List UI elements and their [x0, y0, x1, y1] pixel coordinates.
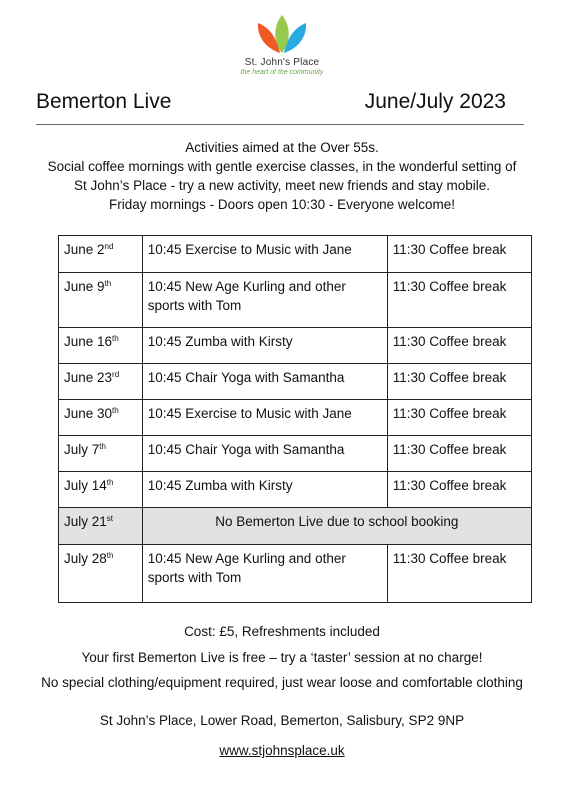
table-row — [59, 273, 532, 328]
table-row — [59, 545, 532, 603]
logo-tagline: the heart of the community — [240, 69, 324, 76]
activity-cell: 10:45 New Age Kurling and other sports with Tom — [142, 545, 387, 603]
table-row — [59, 236, 532, 273]
website-link[interactable]: www.stjohnsplace.uk — [219, 743, 345, 758]
logo-name: St. John's Place — [244, 57, 320, 68]
logo — [0, 14, 564, 76]
address-text: St John’s Place, Lower Road, Bemerton, Salisbury, SP2 9NP — [99, 713, 465, 728]
table-row — [59, 364, 532, 400]
date-cell: June 30th — [59, 400, 143, 436]
activity-cell: 10:45 Chair Yoga with Samantha — [142, 436, 387, 472]
table-row — [59, 508, 532, 545]
intro-line: Activities aimed at the Over 55s. — [185, 140, 379, 155]
free-offer-text: Your first Bemerton Live is free – try a ‘taster’ session at no charge! — [81, 650, 483, 665]
date-cell: July 21st — [59, 508, 143, 545]
activity-cell: 10:45 Zumba with Kirsty — [142, 328, 387, 364]
break-cell: 11:30 Coffee break — [387, 545, 531, 603]
table-row — [59, 328, 532, 364]
activity-cell: 10:45 New Age Kurling and other sports with Tom — [142, 273, 387, 328]
break-cell: 11:30 Coffee break — [387, 236, 531, 273]
break-cell: 11:30 Coffee break — [387, 328, 531, 364]
activity-cell: 10:45 Exercise to Music with Jane — [142, 236, 387, 273]
title-row — [36, 90, 506, 118]
break-cell: 11:30 Coffee break — [387, 273, 531, 328]
cancellation-note: No Bemerton Live due to school booking — [142, 508, 531, 545]
cost-text: Cost: £5, Refreshments included — [184, 624, 380, 639]
intro-line: Friday mornings - Doors open 10:30 - Everyone welcome! — [109, 197, 455, 212]
break-cell: 11:30 Coffee break — [387, 472, 531, 508]
schedule-table — [58, 235, 532, 603]
date-cell: June 16th — [59, 328, 143, 364]
table-row — [59, 436, 532, 472]
date-cell: July 28th — [59, 545, 143, 603]
activity-cell: 10:45 Exercise to Music with Jane — [142, 400, 387, 436]
page-title: Bemerton Live — [36, 90, 172, 113]
table-row — [59, 472, 532, 508]
intro-text — [20, 138, 544, 214]
date-cell: June 2nd — [59, 236, 143, 273]
activity-cell: 10:45 Chair Yoga with Samantha — [142, 364, 387, 400]
date-cell: June 9th — [59, 273, 143, 328]
clothing-text: No special clothing/equipment required, just wear loose and comfortable clothing — [41, 675, 523, 690]
date-cell: July 14th — [59, 472, 143, 508]
date-cell: June 23rd — [59, 364, 143, 400]
lotus-petals-icon — [255, 14, 309, 54]
break-cell: 11:30 Coffee break — [387, 436, 531, 472]
page-period: June/July 2023 — [364, 90, 506, 113]
intro-line: Social coffee mornings with gentle exercise classes, in the wonderful setting of — [47, 159, 517, 174]
date-cell: July 7th — [59, 436, 143, 472]
table-row — [59, 400, 532, 436]
break-cell: 11:30 Coffee break — [387, 400, 531, 436]
intro-line: St John’s Place - try a new activity, meet new friends and stay mobile. — [74, 178, 490, 193]
activity-cell: 10:45 Zumba with Kirsty — [142, 472, 387, 508]
break-cell: 11:30 Coffee break — [387, 364, 531, 400]
title-divider — [36, 124, 524, 125]
